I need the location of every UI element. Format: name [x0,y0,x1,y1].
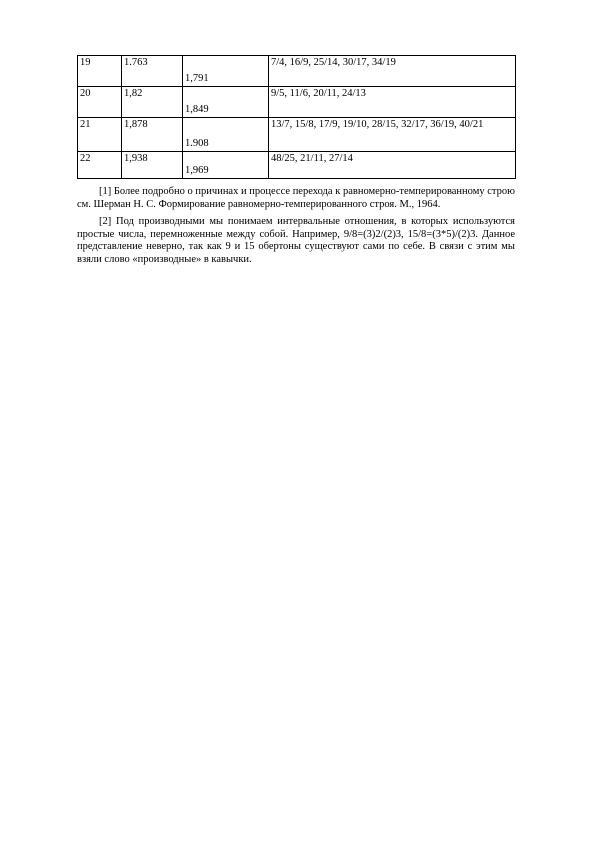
ratios-cell: 7/4, 16/9, 25/14, 30/17, 34/19 [269,56,516,87]
footnote-2: [2] Под производными мы понимаем интервальные отношения, в которых используются простые числа, перемноженные между собой. Например, 9/8=(3)2/(2)3, 15/8=(3*5)/(2)3. Данное представление неверно, так как 9 и 15 обертоны существуют сами по себе. В связи с этим мы взяли слово «производные» в кавычки. [77,216,515,265]
value-cell: 1,849 [183,87,269,118]
table-row [78,152,516,179]
ratios-cell: 48/25, 21/11, 27/14 [269,152,516,179]
table-body [78,56,516,179]
row-number-cell: 20 [78,87,122,118]
ratios-cell: 9/5, 11/6, 20/11, 24/13 [269,87,516,118]
table-row [78,87,516,118]
value-cell: 1.763 [122,56,183,87]
value-cell: 1,791 [183,56,269,87]
ratios-cell: 13/7, 15/8, 17/9, 19/10, 28/15, 32/17, 36/19, 40/21 [269,118,516,152]
value-cell: 1,82 [122,87,183,118]
table-row [78,118,516,152]
row-number-cell: 22 [78,152,122,179]
value-cell: 1,969 [183,152,269,179]
value-cell: 1,878 [122,118,183,152]
value-cell: 1.908 [183,118,269,152]
table-row [78,56,516,87]
row-number-cell: 21 [78,118,122,152]
row-number-cell: 19 [78,56,122,87]
value-cell: 1,938 [122,152,183,179]
interval-table [77,55,516,179]
footnotes [77,186,515,271]
footnote-1: [1] Более подробно о причинах и процессе перехода к равномерно-темперированному строю см. Шерман Н. С. Формирование равномерно-темперированного строя. М., 1964. [77,186,515,210]
